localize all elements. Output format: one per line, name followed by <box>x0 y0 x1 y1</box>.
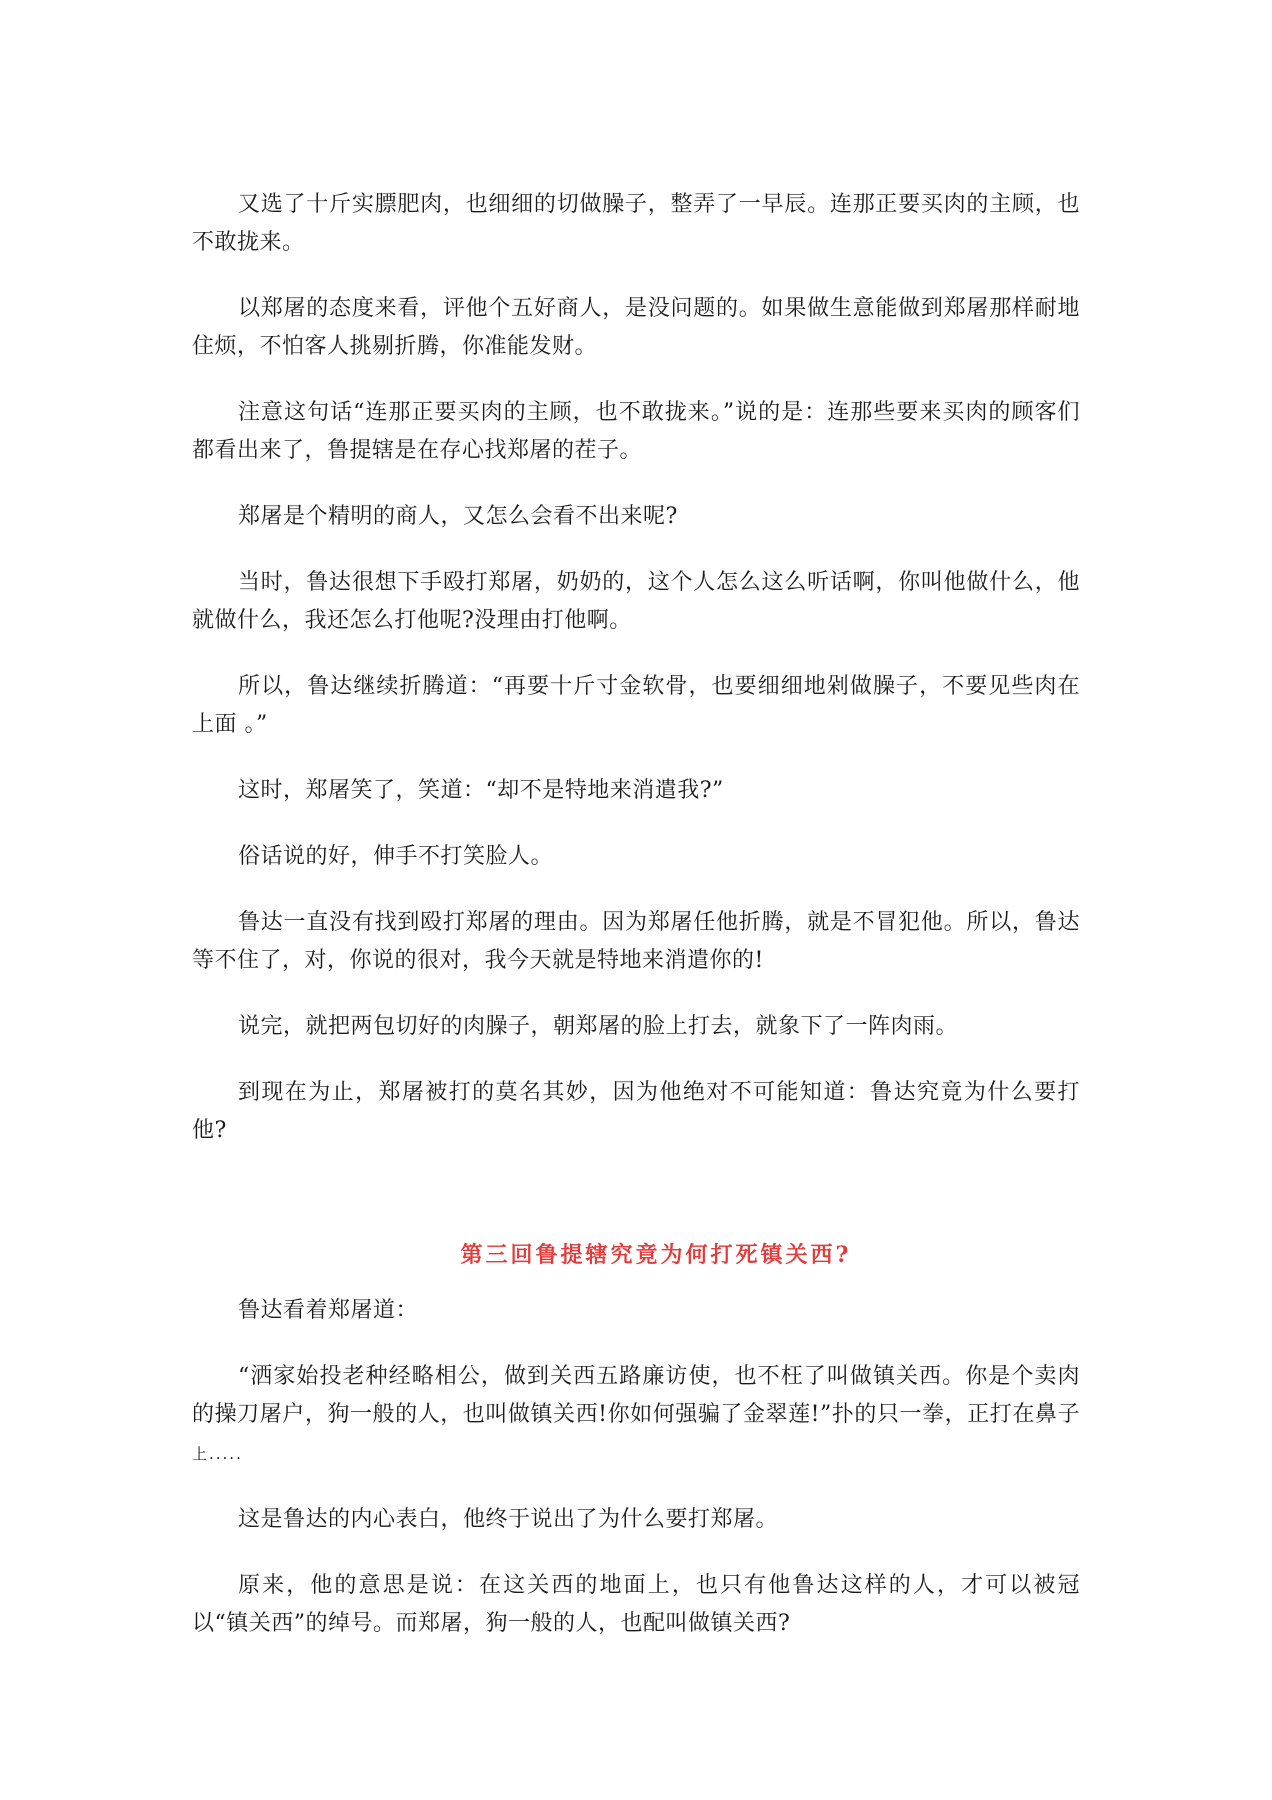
document-page <box>192 186 1080 1671</box>
chapter-title: 第三回鲁提辖究竟为何打死镇关西? <box>460 1242 852 1268</box>
paragraph-7: 这时，郑屠笑了，笑道：“却不是特地来消遣我?” <box>238 778 724 803</box>
paragraph-15: 原来，他的意思是说：在这关西的地面上，也只有他鲁达这样的人，才可以被冠以“镇关西”的绰号。而郑屠，狗一般的人，也配叫做镇关西? <box>192 1573 1080 1636</box>
paragraph-quote <box>192 1358 1080 1473</box>
paragraph-5: 当时，鲁达很想下手殴打郑屠，奶奶的，这个人怎么这么听话啊，你叫他做什么，他就做什么，我还怎么打他呢?没理由打他啊。 <box>192 570 1080 633</box>
paragraph-3: 注意这句话“连那正要买肉的主顾，也不敢拢来。”说的是：连那些要来买肉的顾客们都看出来了，鲁提辖是在存心找郑屠的茬子。 <box>192 400 1080 463</box>
paragraph-11: 到现在为止，郑屠被打的莫名其妙，因为他绝对不可能知道：鲁达究竟为什么要打他? <box>192 1080 1080 1143</box>
paragraph-8: 俗话说的好，伸手不打笑脸人。 <box>238 844 554 869</box>
quote-tail: 上..... <box>192 1445 243 1463</box>
paragraph-4: 郑屠是个精明的商人，又怎么会看不出来呢? <box>238 504 678 529</box>
paragraph-6: 所以，鲁达继续折腾道：“再要十斤寸金软骨，也要细细地剁做臊子，不要见些肉在上面 。” <box>192 674 1080 737</box>
paragraph-10: 说完，就把两包切好的肉臊子，朝郑屠的脸上打去，就象下了一阵肉雨。 <box>238 1014 959 1039</box>
quote-text: “洒家始投老种经略相公，做到关西五路廉访使，也不枉了叫做镇关西。你是个卖肉的操刀屠户，狗一般的人，也叫做镇关西!你如何强骗了金翠莲!”扑的只一拳，正打在鼻子 <box>192 1364 1080 1427</box>
paragraph-1: 又选了十斤实膘肥肉，也细细的切做臊子，整弄了一早辰。连那正要买肉的主顾，也不敢拢来。 <box>192 192 1080 255</box>
paragraph-12: 鲁达看着郑屠道： <box>238 1298 419 1323</box>
paragraph-9: 鲁达一直没有找到殴打郑屠的理由。因为郑屠任他折腾，就是不冒犯他。所以，鲁达等不住了，对，你说的很对，我今天就是特地来消遣你的! <box>192 910 1080 973</box>
paragraph-2: 以郑屠的态度来看，评他个五好商人，是没问题的。如果做生意能做到郑屠那样耐地住烦，不怕客人挑剔折腾，你准能发财。 <box>192 296 1080 359</box>
paragraph-14: 这是鲁达的内心表白，他终于说出了为什么要打郑屠。 <box>238 1507 779 1532</box>
